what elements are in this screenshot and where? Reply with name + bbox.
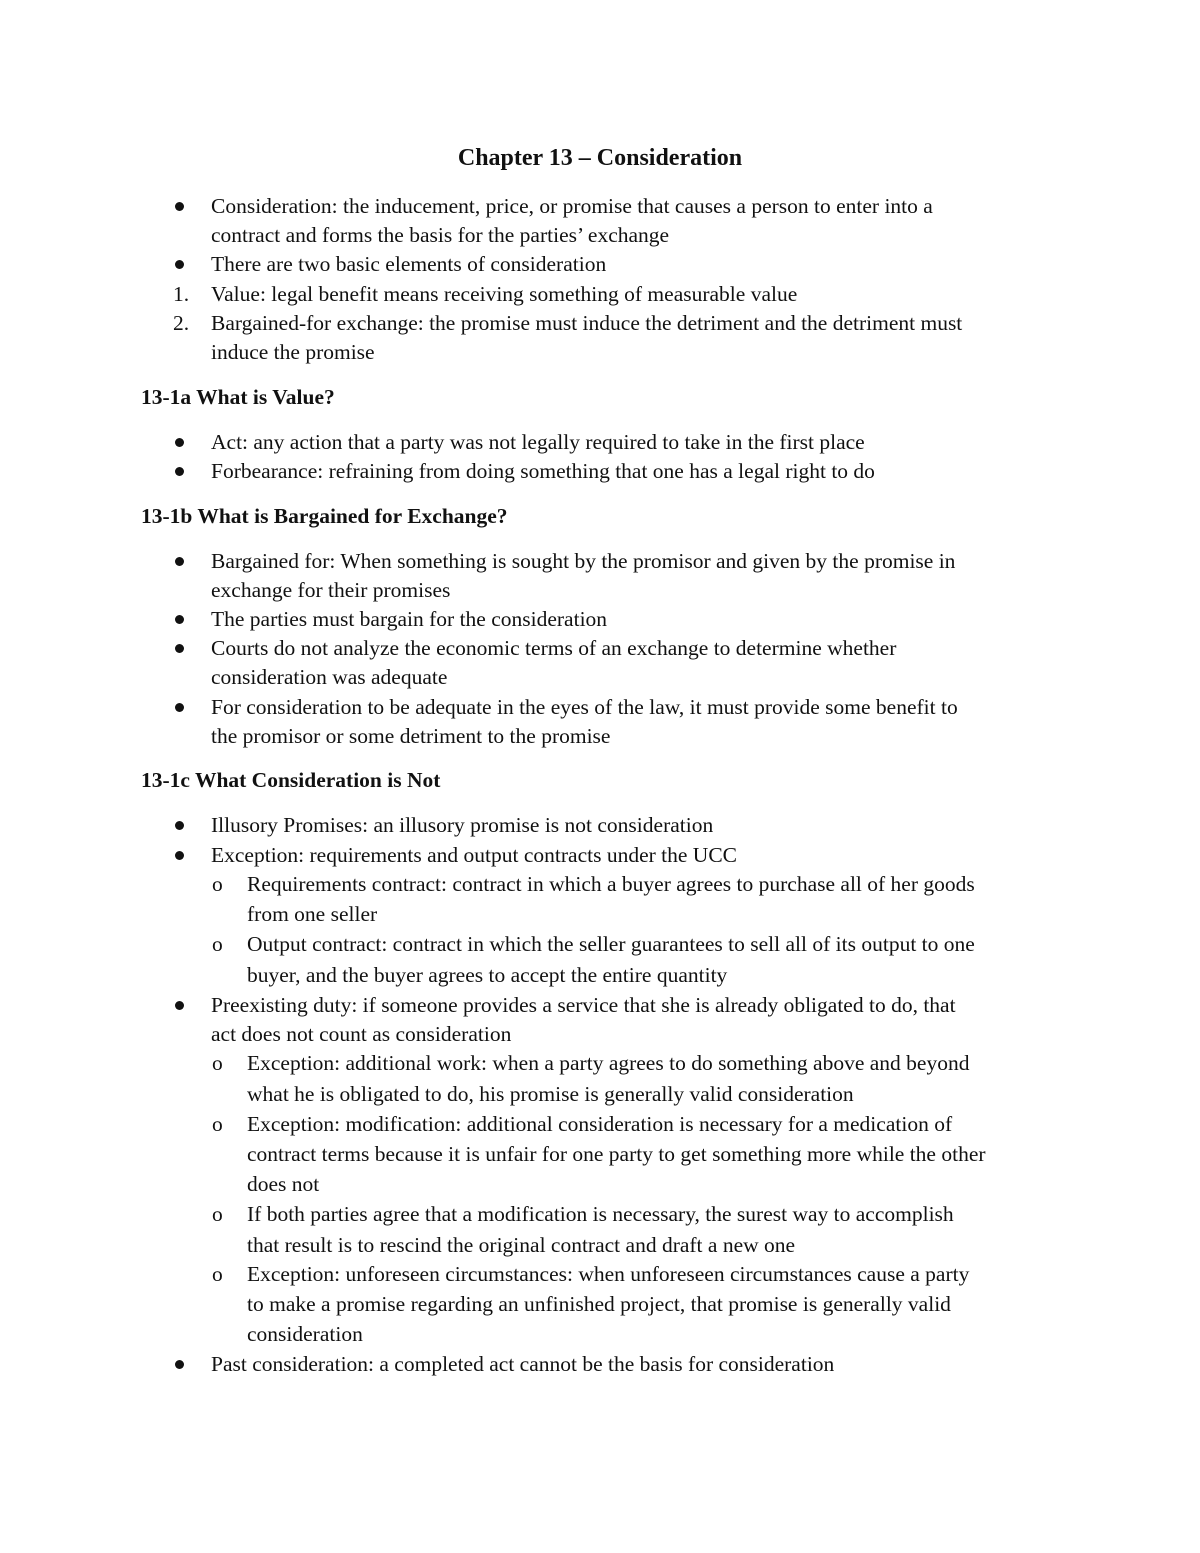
bullet-icon [175, 615, 184, 624]
sub-list-item-text: Exception: modification: additional consideration is necessary for a medication of [247, 1112, 953, 1136]
sub-list-item-text: does not [247, 1172, 320, 1196]
sub-list-item-text: buyer, and the buyer agrees to accept the entire quantity [247, 963, 728, 987]
sub-list-item-text: contract terms because it is unfair for one party to get something more while the other [247, 1142, 986, 1166]
list-item-text: Value: legal benefit means receiving something of measurable value [211, 282, 798, 306]
sub-list-item-text: If both parties agree that a modification is necessary, the surest way to accomplish [247, 1202, 954, 1226]
sub-list-item-text: what he is obligated to do, his promise is generally valid consideration [247, 1082, 854, 1106]
bullet-icon [175, 557, 184, 566]
list-number: 1. [173, 282, 190, 306]
list-item-text: contract and forms the basis for the parties’ exchange [211, 223, 670, 247]
list-item-text: act does not count as consideration [211, 1022, 512, 1046]
sub-list-item-text: Exception: unforeseen circumstances: when unforeseen circumstances cause a party [247, 1262, 970, 1286]
bullet-icon [175, 260, 184, 269]
bullet-icon [175, 703, 184, 712]
bullet-icon [175, 438, 184, 447]
sub-list-item-text: consideration [247, 1322, 363, 1346]
bullet-icon [175, 1360, 184, 1369]
bullet-icon [175, 202, 184, 211]
sub-list-item-text: that result is to rescind the original contract and draft a new one [247, 1233, 796, 1257]
sub-bullet-icon: o [212, 932, 223, 956]
section-heading: 13-1c What Consideration is Not [141, 768, 441, 792]
list-item-text: Bargained for: When something is sought by the promisor and given by the promise in [211, 549, 956, 573]
list-item-text: There are two basic elements of consideration [211, 252, 607, 276]
section-heading: 13-1b What is Bargained for Exchange? [141, 504, 508, 528]
list-item-text: induce the promise [211, 340, 375, 364]
list-item-text: For consideration to be adequate in the eyes of the law, it must provide some benefit to [211, 695, 958, 719]
sub-list-item-text: Exception: additional work: when a party agrees to do something above and beyond [247, 1051, 970, 1075]
list-item-text: Illusory Promises: an illusory promise is not consideration [211, 813, 714, 837]
sub-bullet-icon: o [212, 1112, 223, 1136]
bullet-icon [175, 851, 184, 860]
list-item-text: the promisor or some detriment to the promise [211, 724, 611, 748]
list-item-text: The parties must bargain for the consideration [211, 607, 608, 631]
sub-bullet-icon: o [212, 1202, 223, 1226]
list-item-text: Act: any action that a party was not legally required to take in the first place [211, 430, 865, 454]
list-item-text: Exception: requirements and output contracts under the UCC [211, 843, 738, 867]
bullet-icon [175, 467, 184, 476]
list-item-text: Courts do not analyze the economic terms of an exchange to determine whether [211, 636, 897, 660]
list-item-text: Bargained-for exchange: the promise must induce the detriment and the detriment must [211, 311, 963, 335]
list-item-text: Preexisting duty: if someone provides a service that she is already obligated to do, that [211, 993, 956, 1017]
sub-list-item-text: Requirements contract: contract in which a buyer agrees to purchase all of her goods [247, 872, 975, 896]
sub-bullet-icon: o [212, 872, 223, 896]
list-item-text: Consideration: the inducement, price, or promise that causes a person to enter into a [211, 194, 933, 218]
sub-list-item-text: Output contract: contract in which the seller guarantees to sell all of its output to one [247, 932, 975, 956]
list-number: 2. [173, 311, 190, 335]
sub-bullet-icon: o [212, 1262, 223, 1286]
page-title: Chapter 13 – Consideration [457, 145, 743, 171]
bullet-icon [175, 1001, 184, 1010]
bullet-icon [175, 644, 184, 653]
list-item-text: Forbearance: refraining from doing something that one has a legal right to do [211, 459, 875, 483]
list-item-text: Past consideration: a completed act cannot be the basis for consideration [211, 1352, 835, 1376]
section-heading: 13-1a What is Value? [141, 385, 335, 409]
bullet-icon [175, 821, 184, 830]
sub-bullet-icon: o [212, 1051, 223, 1075]
list-item-text: consideration was adequate [211, 665, 448, 689]
list-item-text: exchange for their promises [211, 578, 451, 602]
sub-list-item-text: from one seller [247, 902, 378, 926]
sub-list-item-text: to make a promise regarding an unfinished project, that promise is generally valid [247, 1292, 951, 1316]
